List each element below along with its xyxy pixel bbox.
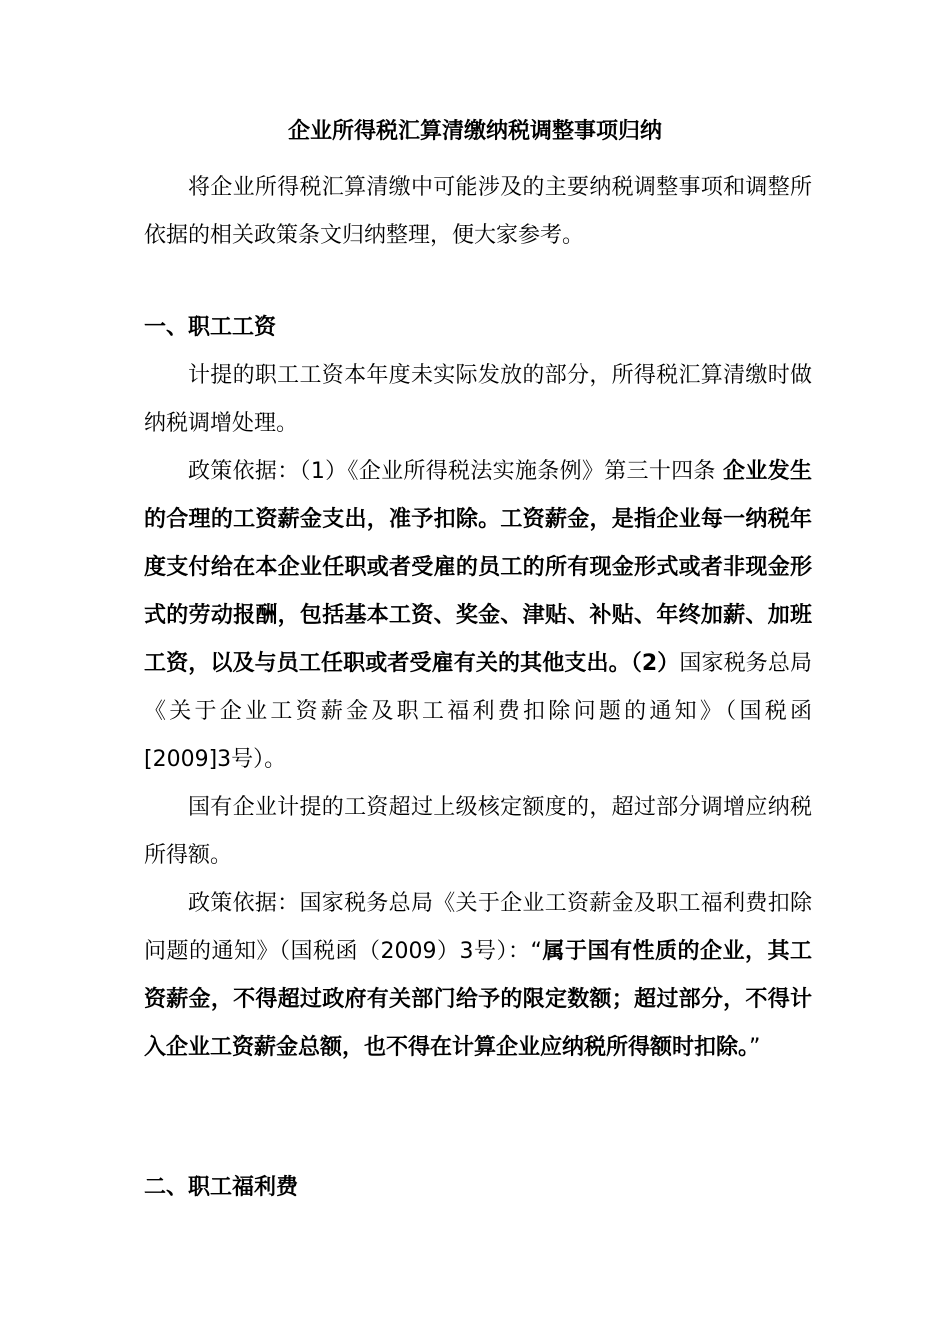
salary-policy-paragraph-1 [144,448,812,784]
salary-policy-paragraph-2 [144,880,812,1072]
section-heading-salary: 一、职工工资 [144,315,277,340]
salary-paragraph-2: 国有企业计提的工资超过上级核定额度的，超过部分调增应纳税所得额。 [144,795,812,868]
section-heading-welfare: 二、职工福利费 [144,1175,299,1200]
intro-paragraph: 将企业所得税汇算清缴中可能涉及的主要纳税调整事项和调整所依据的相关政策条文归纳整理，便大家参考。 [144,175,812,248]
policy-bold-text: 属于国有性质的企业，其工资薪金，不得超过政府有关部门给予的限定数额；超过部分，不得计入企业工资薪金总额，也不得在计算企业应纳税所得额时扣除。 [144,939,812,1060]
policy-lead-text: 政策依据：国家税务总局《关于企业工资薪金及职工福利费扣除问题的通知》（国税函（2009）3号）：“ [144,891,812,964]
policy-tail-text: 国家税务总局《关于企业工资薪金及职工福利费扣除问题的通知》（国税函[2009]3号）。 [144,651,812,772]
document-title: 企业所得税汇算清缴纳税调整事项归纳 [287,119,662,144]
policy-tail-text: ” [749,1035,761,1060]
policy-lead-text: 政策依据：（1）《企业所得税法实施条例》第三十四条 [188,459,724,484]
salary-paragraph-1: 计提的职工工资本年度未实际发放的部分，所得税汇算清缴时做纳税调增处理。 [144,363,812,436]
policy-bold-text: 企业发生的合理的工资薪金支出，准予扣除。工资薪金，是指企业每一纳税年度支付给在本企业任职或者受雇的员工的所有现金形式或者非现金形式的劳动报酬，包括基本工资、奖金、津贴、补贴、年终加薪、加班工资，以及与员工任职或者受雇有关的其他支出。（2） [144,459,812,676]
